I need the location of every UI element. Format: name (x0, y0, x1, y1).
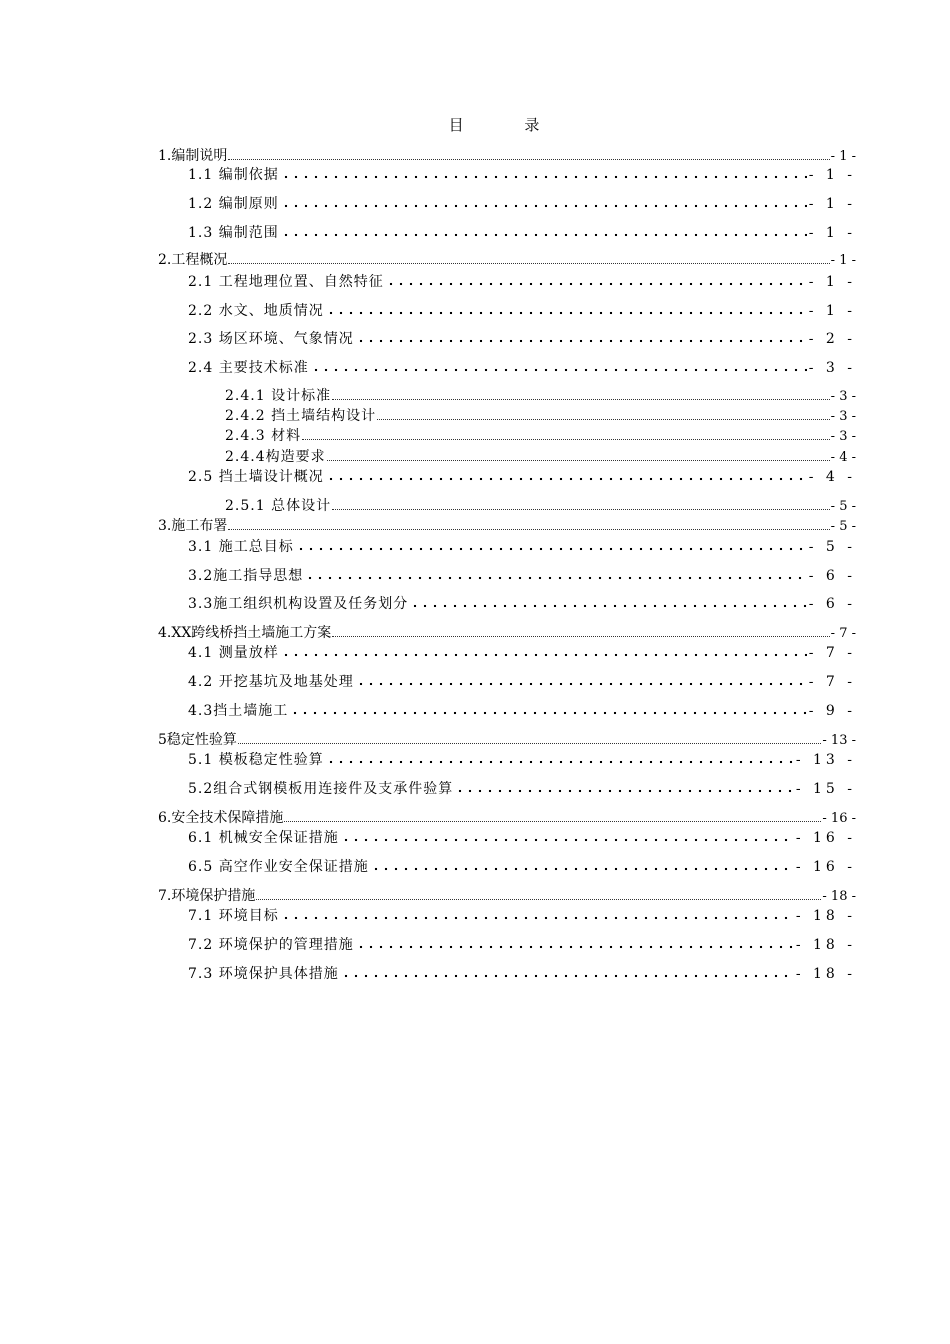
toc-entry-page: - 16 - (795, 859, 856, 875)
toc-entry-label: 5稳定性验算 (158, 732, 237, 748)
toc-entry-label: 2.4.4构造要求 (225, 449, 326, 465)
toc-entry[interactable] (188, 327, 856, 351)
toc-entry-label: 2.工程概况 (158, 252, 228, 268)
toc-entry[interactable] (225, 447, 856, 467)
toc-entry-label: 3.1 施工总目标 (188, 539, 294, 555)
dot-leader (281, 643, 807, 657)
toc-entry[interactable] (188, 221, 856, 245)
dot-leader (281, 165, 807, 179)
toc-entry-page: - 1 - (808, 196, 856, 212)
dot-leader (326, 750, 794, 764)
toc-entry-page: - 16 - (795, 830, 856, 846)
dot-leader (284, 808, 821, 822)
toc-entry-label: 6.安全技术保障措施 (158, 810, 284, 826)
toc-entry[interactable] (158, 516, 856, 536)
toc-entry-label: 7.2 环境保护的管理措施 (188, 937, 354, 953)
dot-leader (326, 301, 807, 315)
toc-entry-label: 1.1 编制依据 (188, 167, 279, 183)
dot-leader (228, 250, 829, 264)
dot-leader (341, 964, 794, 978)
dot-leader (371, 857, 794, 871)
toc-entry-label: 4.2 开挖基坑及地基处理 (188, 674, 354, 690)
toc-entry-label: 3.2施工指导思想 (188, 568, 304, 584)
toc-entry-page: - 15 - (795, 781, 856, 797)
dot-leader (305, 566, 806, 580)
dot-leader (238, 730, 821, 744)
dot-leader (326, 467, 807, 481)
toc-entry-page: - 18 - (795, 937, 856, 953)
toc-entry-label: 5.2组合式钢模板用连接件及支承件验算 (188, 781, 454, 797)
dot-leader (281, 223, 807, 237)
toc-entry-page: - 1 - (830, 149, 856, 164)
toc-entry[interactable] (188, 192, 856, 216)
toc-entry[interactable] (188, 699, 856, 723)
toc-entry-page: - 13 - (795, 752, 856, 768)
dot-leader (332, 386, 830, 400)
dot-leader (296, 537, 807, 551)
toc-entry-page: - 3 - (808, 360, 856, 376)
toc-entry[interactable] (188, 962, 856, 986)
dot-leader (332, 496, 830, 510)
toc-entry[interactable] (188, 933, 856, 957)
toc-entry[interactable] (158, 623, 856, 643)
toc-entry-page: - 1 - (808, 303, 856, 319)
toc-entry[interactable] (158, 886, 856, 906)
toc-entry-label: 2.5 挡土墙设计概况 (188, 469, 324, 485)
toc-entry-label: 7.1 环境目标 (188, 908, 279, 924)
toc-entry-page: - 1 - (808, 225, 856, 241)
toc-entry-page: - 5 - (808, 539, 856, 555)
toc-title: 目 录 (448, 116, 568, 134)
toc-entry[interactable] (188, 641, 856, 665)
toc-entry-page: - 18 - (822, 889, 856, 904)
toc-entry-page: - 7 - (808, 645, 856, 661)
toc-entry[interactable] (188, 535, 856, 559)
dot-leader (256, 886, 821, 900)
dot-leader (281, 194, 807, 208)
toc-entry-label: 2.4.3 材料 (225, 428, 302, 444)
toc-entry-label: 2.4.2 挡土墙结构设计 (225, 408, 377, 424)
toc-entry-page: - 4 - (830, 450, 856, 465)
toc-entry-page: - 1 - (830, 253, 856, 268)
toc-entry[interactable] (188, 356, 856, 380)
toc-entry-page: - 1 - (808, 167, 856, 183)
toc-entry-label: 1.2 编制原则 (188, 196, 279, 212)
toc-entry-label: 6.5 高空作业安全保证措施 (188, 859, 369, 875)
toc-entry-page: - 2 - (808, 331, 856, 347)
dot-leader (290, 701, 806, 715)
toc-entry-label: 1.3 编制范围 (188, 225, 279, 241)
dot-leader (410, 594, 806, 608)
toc-entry-label: 2.2 水文、地质情况 (188, 303, 324, 319)
toc-entry[interactable] (188, 299, 856, 323)
toc-entry[interactable] (188, 855, 856, 879)
toc-entry[interactable] (188, 904, 856, 928)
toc-entry-label: 3.施工布署 (158, 518, 228, 534)
toc-entry-page: - 3 - (830, 409, 856, 424)
toc-entry[interactable] (188, 777, 856, 801)
toc-entry-page: - 16 - (822, 811, 856, 826)
toc-entry-page: - 7 - (830, 626, 856, 641)
dot-leader (341, 828, 794, 842)
toc-entry-page: - 4 - (808, 469, 856, 485)
toc-entry-page: - 6 - (808, 568, 856, 584)
toc-entry-page: - 18 - (795, 966, 856, 982)
toc-entry-label: 4.3挡土墙施工 (188, 703, 289, 719)
dot-leader (281, 906, 794, 920)
toc-entry-page: - 1 - (808, 274, 856, 290)
toc-entry-label: 4.1 测量放样 (188, 645, 279, 661)
toc-entry[interactable] (225, 496, 856, 516)
toc-entry-page: - 6 - (808, 596, 856, 612)
toc-entry-label: 5.1 模板稳定性验算 (188, 752, 324, 768)
toc-entry-label: 2.5.1 总体设计 (225, 498, 332, 514)
toc-entry-page: - 3 - (830, 389, 856, 404)
toc-entry[interactable] (188, 670, 856, 694)
toc-entry-label: 7.环境保护措施 (158, 888, 256, 904)
toc-entry-page: - 18 - (795, 908, 856, 924)
toc-entry[interactable] (158, 250, 856, 270)
dot-leader (311, 358, 807, 372)
toc-entry-page: - 9 - (808, 703, 856, 719)
toc-entry-label: 2.4 主要技术标准 (188, 360, 309, 376)
toc-entry[interactable] (225, 426, 856, 446)
toc-entry[interactable] (225, 386, 856, 406)
toc-entry[interactable] (158, 730, 856, 750)
toc-entry-label: 7.3 环境保护具体措施 (188, 966, 339, 982)
toc-entry[interactable] (188, 592, 856, 616)
dot-leader (302, 426, 830, 440)
toc-entry-page: - 7 - (808, 674, 856, 690)
dot-leader (455, 779, 794, 793)
dot-leader (327, 447, 830, 461)
toc-entry-label: 2.4.1 设计标准 (225, 388, 332, 404)
toc-entry-label: 1.编制说明 (158, 148, 228, 164)
toc-entry[interactable] (188, 748, 856, 772)
dot-leader (356, 935, 794, 949)
toc-entry-label: 3.3施工组织机构设置及任务划分 (188, 596, 409, 612)
toc-entry[interactable] (158, 808, 856, 828)
toc-entry-label: 4.XX跨线桥挡土墙施工方案 (158, 625, 332, 641)
dot-leader (386, 272, 807, 286)
toc-entry-label: 2.1 工程地理位置、自然特征 (188, 274, 384, 290)
toc-entry[interactable] (188, 163, 856, 187)
toc-entry[interactable] (188, 826, 856, 850)
dot-leader (356, 672, 807, 686)
toc-entry-page: - 13 - (822, 733, 856, 748)
toc-entry-label: 6.1 机械安全保证措施 (188, 830, 339, 846)
toc-entry[interactable] (188, 465, 856, 489)
dot-leader (356, 329, 807, 343)
toc-entry-page: - 5 - (830, 519, 856, 534)
toc-entry-label: 2.3 场区环境、气象情况 (188, 331, 354, 347)
toc-entry[interactable] (188, 564, 856, 588)
dot-leader (332, 623, 829, 637)
dot-leader (228, 516, 829, 530)
toc-entry-page: - 5 - (830, 499, 856, 514)
toc-entry[interactable] (188, 270, 856, 294)
toc-entry[interactable] (225, 406, 856, 426)
dot-leader (228, 146, 829, 160)
dot-leader (377, 406, 830, 420)
toc-entry-page: - 3 - (830, 429, 856, 444)
